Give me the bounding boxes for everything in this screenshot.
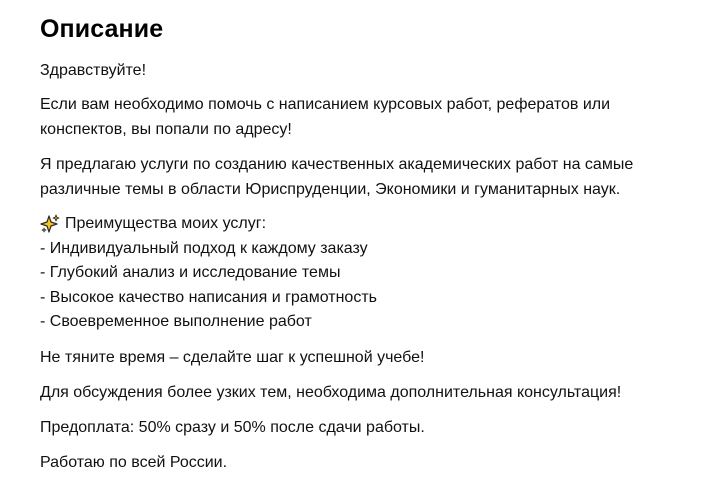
sparkles-icon xyxy=(40,214,60,234)
feature-item: - Высокое качество написания и грамотность xyxy=(40,288,377,306)
feature-item: - Индивидуальный подход к каждому заказу xyxy=(40,239,368,257)
description-body xyxy=(40,58,699,475)
features-heading-row xyxy=(40,212,699,237)
features-list xyxy=(40,212,699,335)
greeting-text: Здравствуйте! xyxy=(40,62,147,79)
call-to-action-text: Не тяните время – сделайте шаг к успешной учебе! xyxy=(40,348,425,366)
features-heading: Преимущества моих услуг: xyxy=(65,215,267,232)
section-title: Описание xyxy=(40,15,164,43)
offer-text: Я предлагаю услуги по созданию качественных академических работ на самые различные темы в области Юриспруденции, Экономики и гуманитарных наук. xyxy=(40,156,634,198)
feature-item: - Своевременное выполнение работ xyxy=(40,313,312,330)
feature-item: - Глубокий анализ и исследование темы xyxy=(40,264,341,281)
prepayment-text: Предоплата: 50% сразу и 50% после сдачи работы. xyxy=(40,418,425,436)
intro-text: Если вам необходимо помочь с написанием курсовых работ, рефератов или конспектов, вы попали по адресу! xyxy=(40,96,611,138)
coverage-text: Работаю по всей России. xyxy=(40,453,228,471)
consultation-text: Для обсуждения более узких тем, необходима дополнительная консультация! xyxy=(40,383,622,401)
